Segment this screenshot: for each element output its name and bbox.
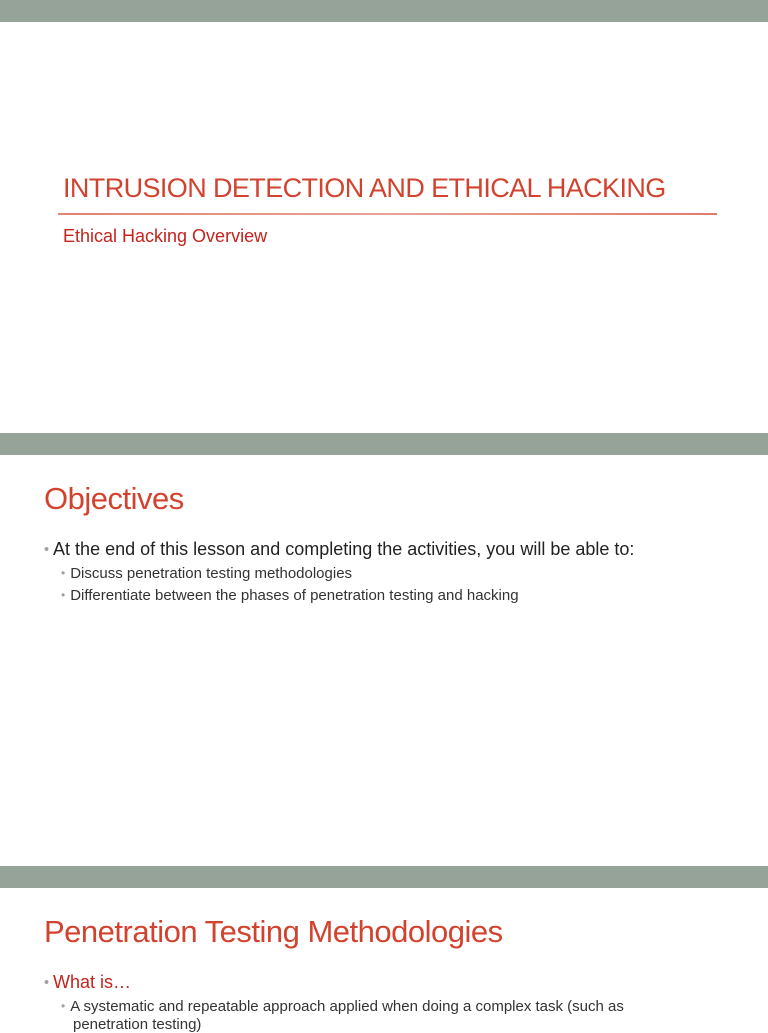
slide-3-sub-bullet-continuation: penetration testing) — [73, 1016, 202, 1033]
slide-1 — [0, 22, 768, 433]
slide-2-bullet — [44, 539, 634, 560]
slide-2-top-band — [0, 433, 768, 455]
slide-2 — [0, 455, 768, 866]
slide-2-sub-bullet — [61, 565, 352, 582]
bullet-glyph: • — [61, 588, 66, 602]
slide-1-subtitle: Ethical Hacking Overview — [63, 226, 268, 246]
slide-3-heading: Penetration Testing Methodologies — [44, 914, 503, 949]
sub-bullet-text: A systematic and repeatable approach applied when doing a complex task (such as — [70, 998, 624, 1015]
slide-3-top-band — [0, 866, 768, 888]
bullet-text: At the end of this lesson and completing the activities, you will be able to: — [53, 539, 635, 559]
slide-1-title: INTRUSION DETECTION AND ETHICAL HACKING — [63, 173, 666, 203]
slide-3 — [0, 888, 768, 1033]
bullet-glyph: • — [61, 566, 66, 580]
slide-3-bullet — [44, 972, 131, 993]
slide-3-sub-bullet — [61, 998, 624, 1015]
sub-bullet-text: Differentiate between the phases of penetration testing and hacking — [70, 587, 519, 604]
slide-2-sub-bullet — [61, 587, 519, 604]
bullet-glyph: • — [44, 542, 50, 558]
bullet-glyph: • — [44, 975, 50, 991]
slide-1-top-band — [0, 0, 768, 22]
title-divider — [58, 213, 717, 215]
bullet-text: What is… — [53, 972, 132, 992]
bullet-glyph: • — [61, 999, 66, 1013]
sub-bullet-text: Discuss penetration testing methodologies — [70, 565, 353, 582]
slide-2-heading: Objectives — [44, 481, 184, 516]
